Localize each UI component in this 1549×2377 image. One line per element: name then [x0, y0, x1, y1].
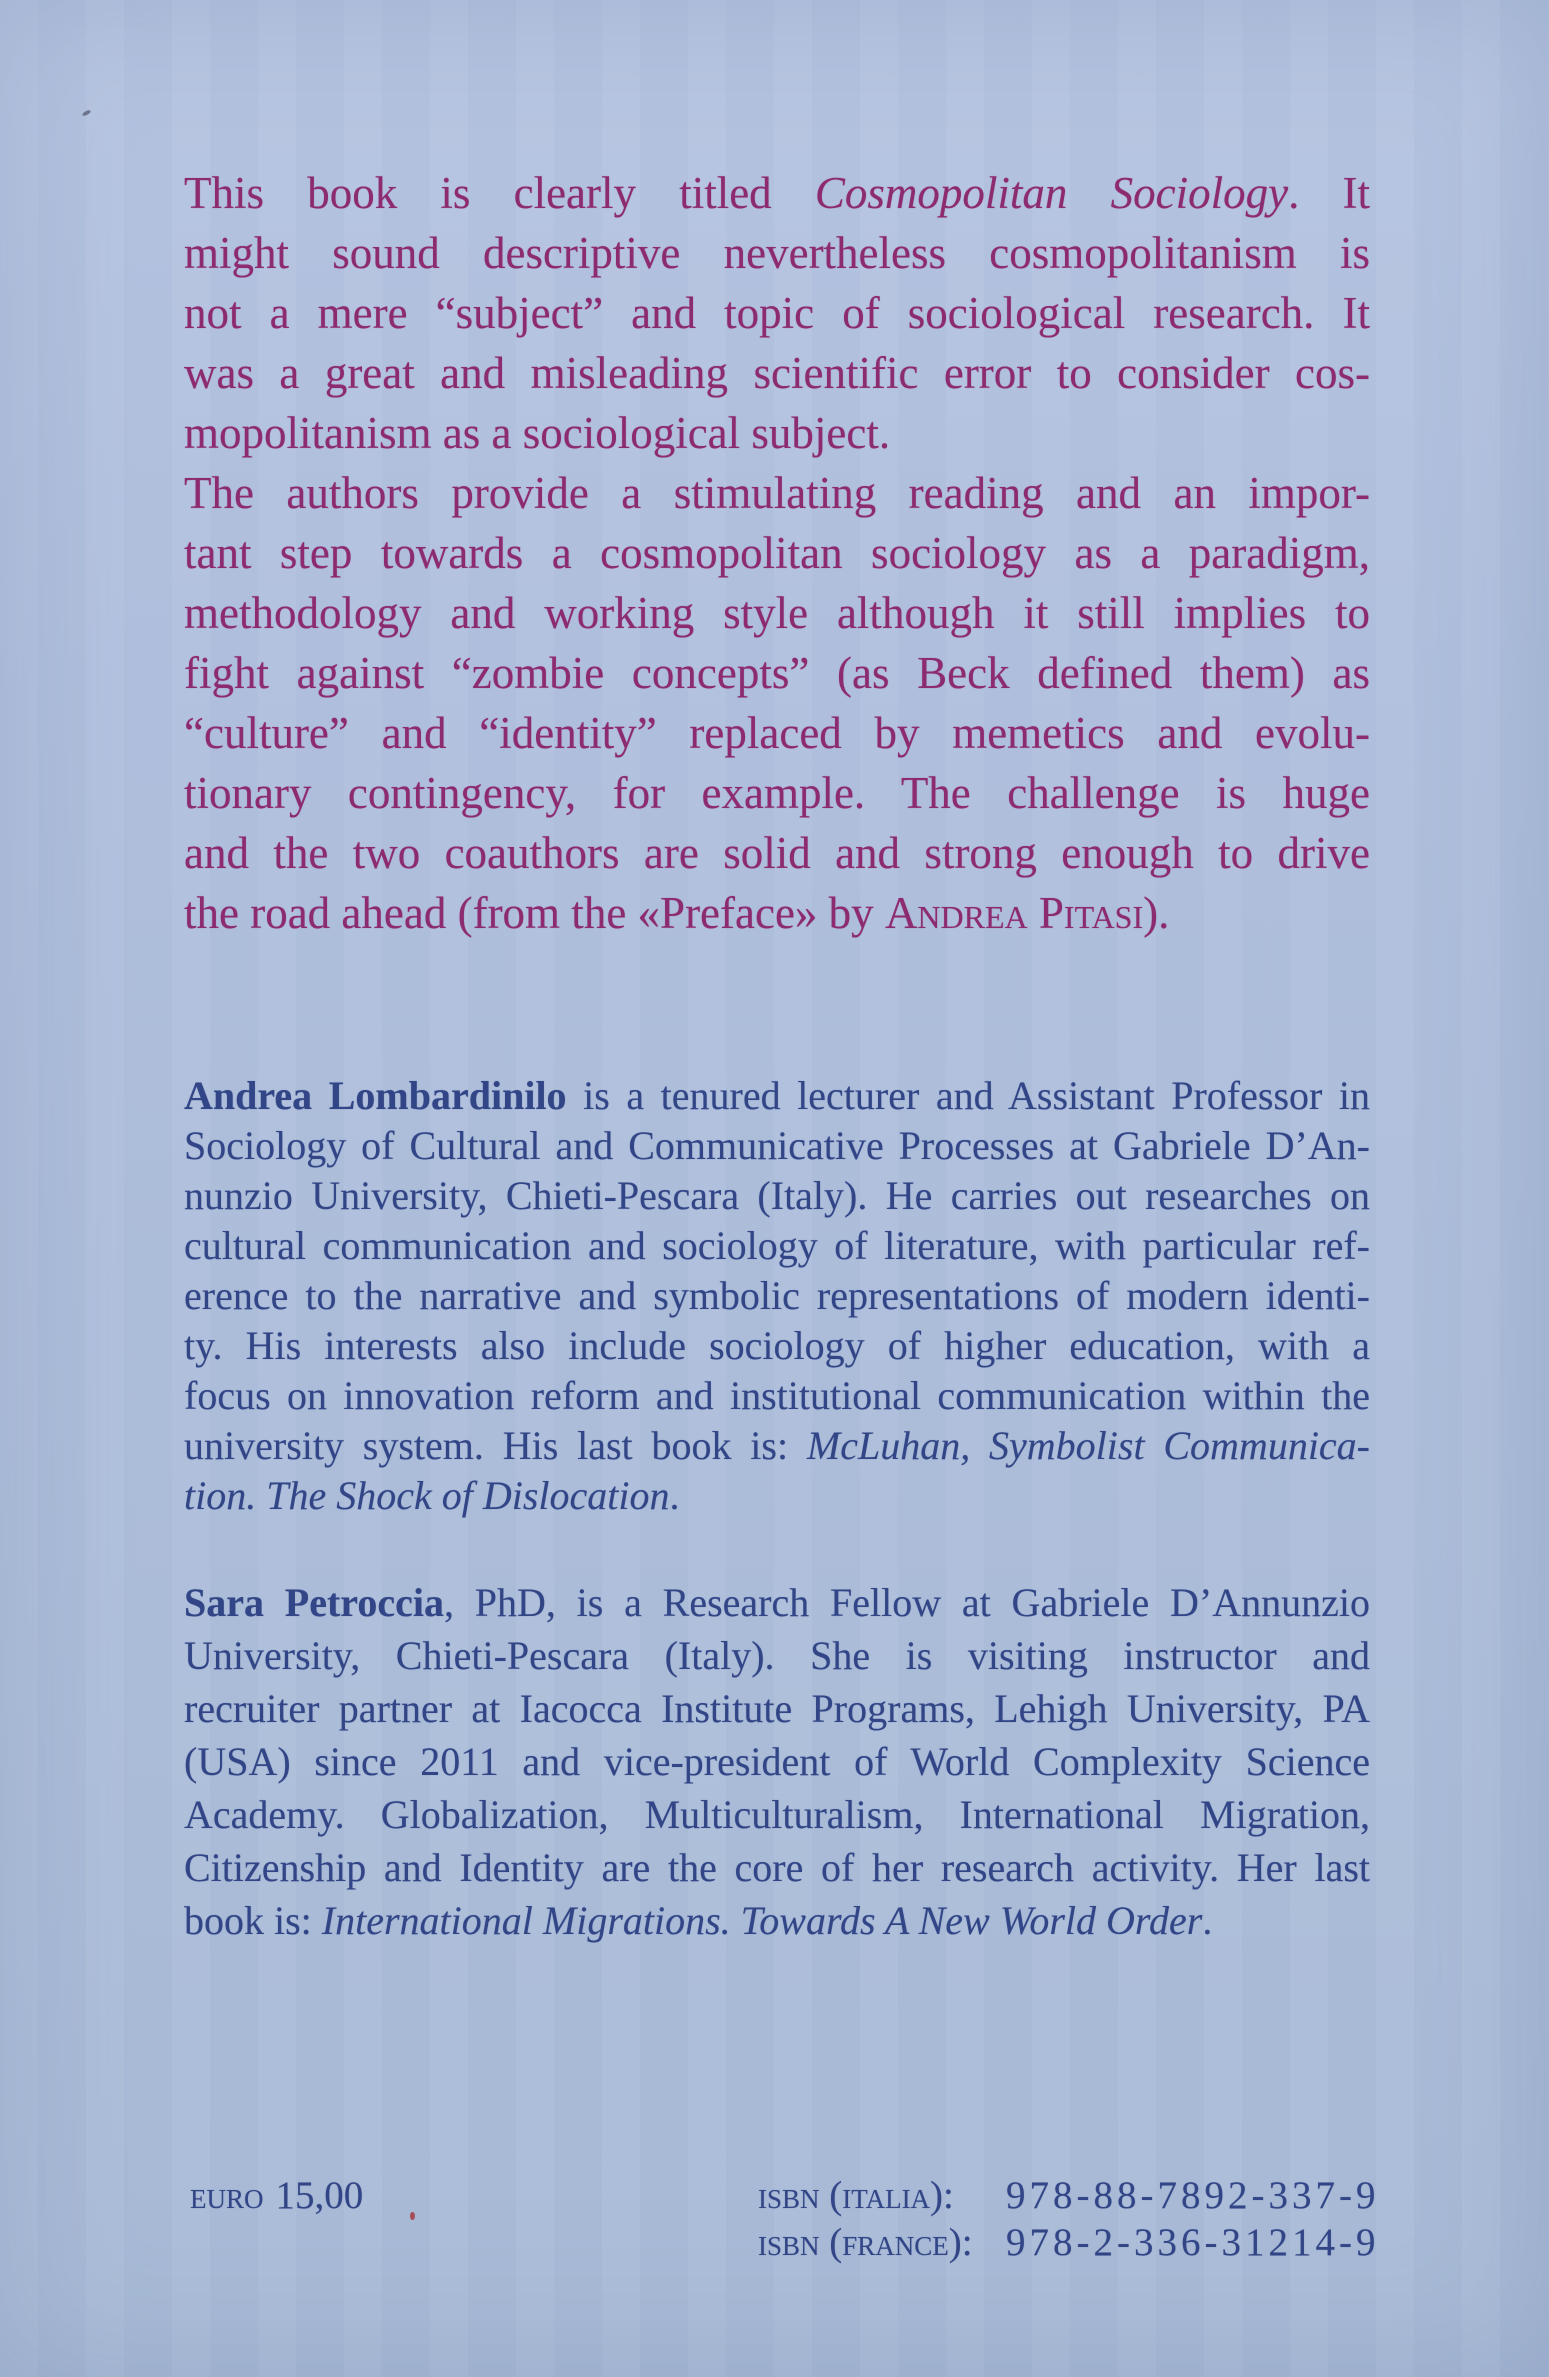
bio-line	[184, 1171, 1370, 1221]
bio-text: focus on innovation reform and institutional communication within the	[184, 1373, 1370, 1418]
quote-line	[184, 163, 1370, 223]
quote-text: This book is clearly titled	[184, 168, 815, 218]
bio-text: erence to the narrative and symbolic representations of modern identi-	[184, 1273, 1370, 1318]
bio-line	[184, 1682, 1370, 1735]
author-name-lombardinilo: Andrea Lombardinilo	[184, 1073, 567, 1118]
bio-text: recruiter partner at Iacocca Institute Programs, Lehigh University, PA	[184, 1686, 1370, 1731]
bio-text: cultural communication and sociology of literature, with particular ref-	[184, 1223, 1370, 1268]
quote-text: fight against “zombie concepts” (as Beck defined them) as	[184, 648, 1370, 698]
quote-line	[184, 583, 1370, 643]
bio-text: Academy. Globalization, Multiculturalism, International Migration,	[184, 1792, 1370, 1837]
bio-text: University, Chieti-Pescara (Italy). She is visiting instructor and	[184, 1633, 1370, 1678]
quote-text: was a great and misleading scientific error to consider cos-	[184, 348, 1370, 398]
scan-speck	[82, 109, 92, 117]
quote-line	[184, 523, 1370, 583]
quote-text: tant step towards a cosmopolitan sociology as a paradigm,	[184, 528, 1370, 578]
quote-line	[184, 463, 1370, 523]
quote-line	[184, 883, 1370, 943]
bio-text: Sociology of Cultural and Communicative Processes at Gabriele D’An-	[184, 1123, 1370, 1168]
quote-text: mopolitanism as a sociological subject.	[184, 408, 891, 458]
bio-text: .	[1202, 1898, 1213, 1943]
isbn-block	[758, 2172, 1379, 2266]
bio-text: (USA) since 2011 and vice-president of World Complexity Science	[184, 1739, 1370, 1784]
bio-line	[184, 1576, 1370, 1629]
quote-line	[184, 403, 1370, 463]
price-amount: 15,00	[275, 2174, 364, 2217]
quote-line	[184, 703, 1370, 763]
isbn-italia-value: 978-88-7892-337-9	[1006, 2174, 1380, 2217]
bio-text: ty. His interests also include sociology of higher education, with a	[184, 1323, 1370, 1368]
bio-line	[184, 1321, 1370, 1371]
book-title-italic: tion. The Shock of Dislocation	[184, 1473, 670, 1518]
preface-author-name: Andrea Pitasi	[884, 888, 1144, 938]
book-title-italic: Cosmopolitan Sociology	[814, 168, 1289, 218]
bio-line	[184, 1471, 1370, 1521]
bio-line	[184, 1788, 1370, 1841]
bio-text: book is:	[184, 1898, 322, 1943]
author-name-petroccia: Sara Petroccia	[184, 1580, 444, 1625]
bio-text: Citizenship and Identity are the core of her research activity. Her last	[184, 1845, 1370, 1890]
quote-text: tionary contingency, for example. The challenge is huge	[184, 768, 1370, 818]
preface-quote	[184, 163, 1370, 943]
book-title-italic: International Migrations. Towards A New World Order	[321, 1898, 1203, 1943]
quote-line	[184, 763, 1370, 823]
author-bio-lombardinilo	[184, 1071, 1370, 1521]
quote-line	[184, 823, 1370, 883]
isbn-italia-row	[758, 2172, 1379, 2219]
bio-line	[184, 1841, 1370, 1894]
isbn-france-row	[758, 2219, 1379, 2266]
quote-line	[184, 283, 1370, 343]
bio-line	[184, 1221, 1370, 1271]
bio-line	[184, 1894, 1370, 1947]
isbn-italia-label: isbn (italia):	[758, 2174, 954, 2217]
bio-line	[184, 1629, 1370, 1682]
quote-line	[184, 343, 1370, 403]
bio-line	[184, 1121, 1370, 1171]
bio-text: university system. His last book is:	[184, 1423, 807, 1468]
bio-line	[184, 1421, 1370, 1471]
scan-speck-red	[410, 2212, 415, 2220]
isbn-france-value: 978-2-336-31214-9	[1006, 2221, 1380, 2264]
bio-line	[184, 1735, 1370, 1788]
quote-text: . It	[1288, 168, 1370, 218]
quote-text: and the two coauthors are solid and strong enough to drive	[184, 828, 1370, 878]
price-currency-label: euro	[190, 2174, 264, 2217]
quote-text: “culture” and “identity” replaced by memetics and evolu-	[184, 708, 1370, 758]
bio-text: is a tenured lecturer and Assistant Professor in	[566, 1073, 1370, 1118]
bio-text: nunzio University, Chieti-Pescara (Italy). He carries out researches on	[184, 1173, 1370, 1218]
isbn-france-label: isbn (france):	[758, 2221, 973, 2264]
quote-line	[184, 643, 1370, 703]
author-bio-petroccia	[184, 1576, 1370, 1947]
quote-text: the road ahead (from the «Preface» by	[184, 888, 885, 938]
quote-text: might sound descriptive nevertheless cosmopolitanism is	[184, 228, 1370, 278]
quote-text: The authors provide a stimulating reading and an impor-	[184, 468, 1370, 518]
quote-text: not a mere “subject” and topic of sociological research. It	[184, 288, 1370, 338]
book-title-italic: McLuhan, Symbolist Communica-	[806, 1423, 1371, 1468]
bio-line	[184, 1071, 1370, 1121]
bio-line	[184, 1271, 1370, 1321]
quote-line	[184, 223, 1370, 283]
bio-text: .	[669, 1473, 680, 1518]
quote-text: ).	[1143, 888, 1170, 938]
price	[190, 2172, 363, 2219]
bio-line	[184, 1371, 1370, 1421]
quote-text: methodology and working style although it still implies to	[184, 588, 1370, 638]
bio-text: , PhD, is a Research Fellow at Gabriele D’Annunzio	[443, 1580, 1370, 1625]
